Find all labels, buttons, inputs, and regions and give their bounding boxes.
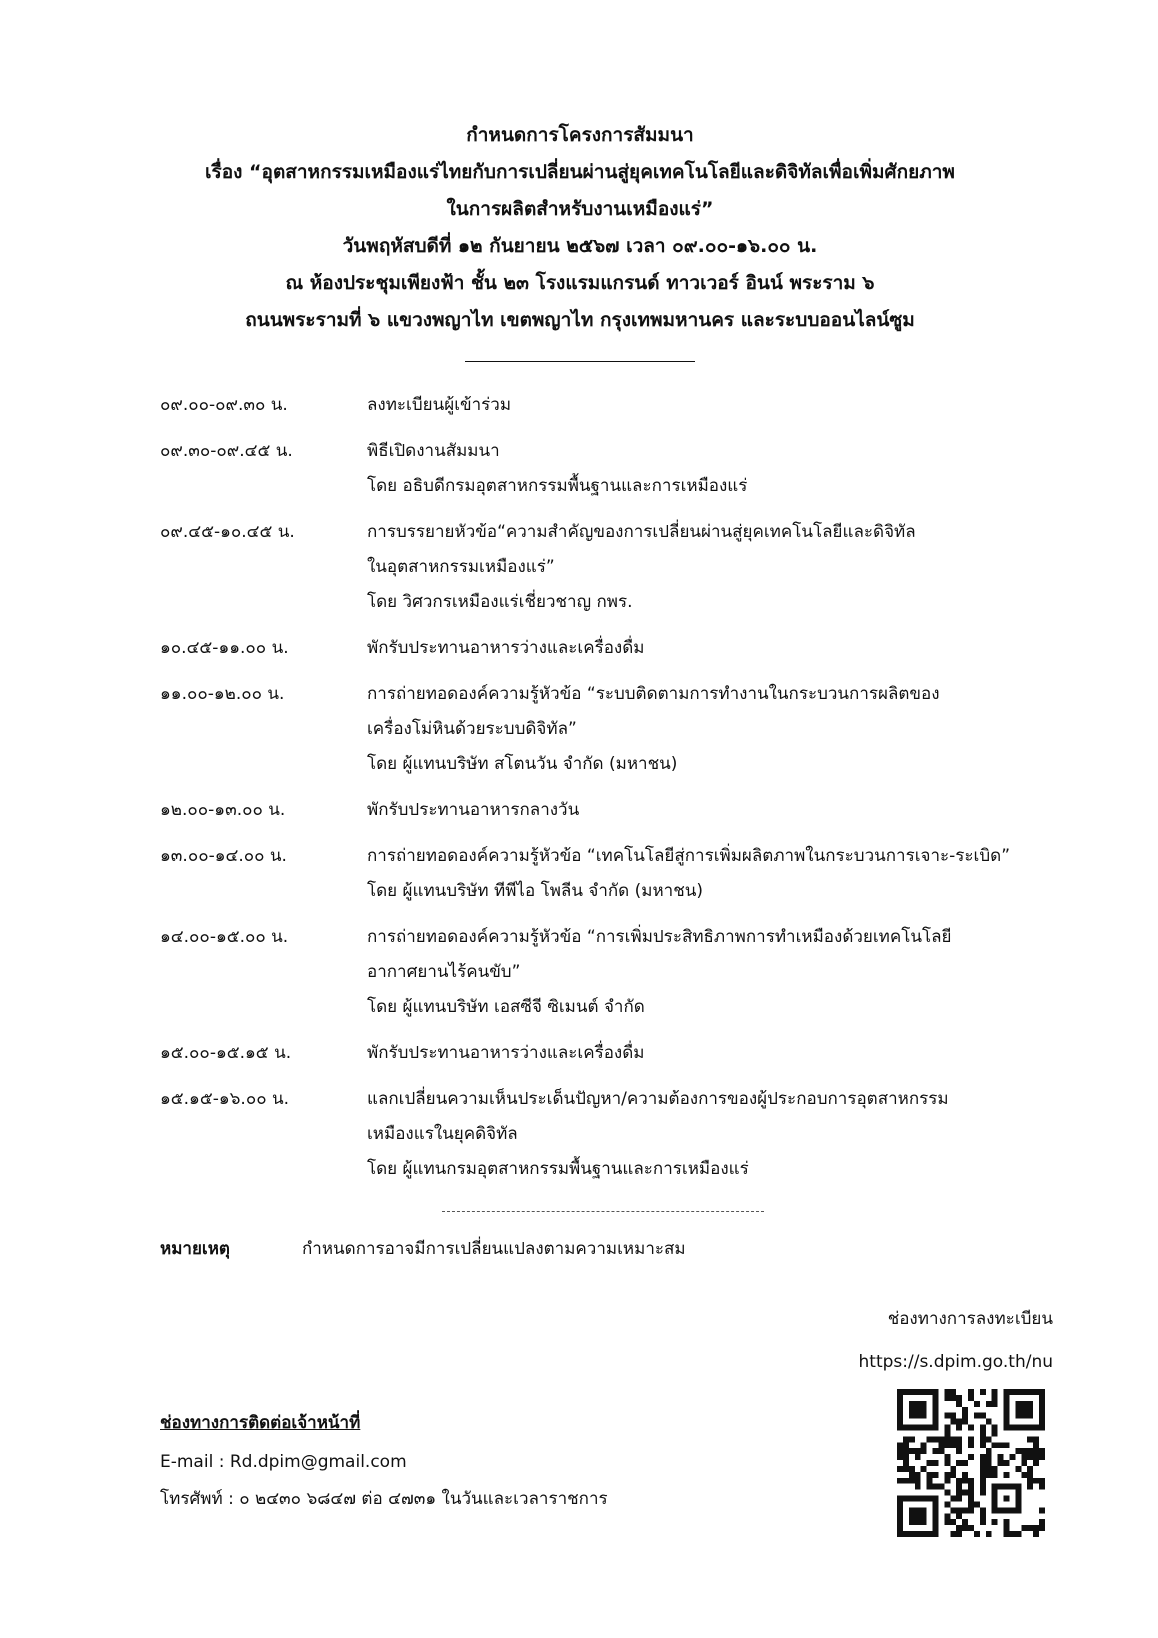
agenda-time: ๐๙.๔๕-๑๐.๔๕ น.: [160, 522, 295, 542]
agenda-detail: [367, 434, 1057, 504]
agenda-item-3: [160, 515, 1060, 620]
title-divider: [465, 361, 695, 362]
agenda-speaker-line: โดย วิศวกรเหมืองแร่เชี่ยวชาญ กพร.: [367, 592, 633, 612]
header-line-3: ในการผลิตสำหรับงานเหมืองแร่”: [446, 198, 714, 220]
agenda-speaker-line: โดย อธิบดีกรมอุตสาหกรรมพื้นฐานและการเหมืองแร่: [367, 476, 748, 496]
agenda-item-10: [160, 1082, 1060, 1187]
agenda-speaker-line: โดย ผู้แทนบริษัท เอสซีจี ซิเมนต์ จำกัด: [367, 997, 645, 1017]
agenda-detail: [367, 677, 1057, 782]
agenda-detail-line: อากาศยานไร้คนขับ”: [367, 962, 521, 982]
agenda-item-5: [160, 677, 1060, 782]
agenda-detail-line: พิธีเปิดงานสัมมนา: [367, 441, 500, 461]
agenda-item-7: [160, 839, 1060, 909]
registration-link[interactable]: https://s.dpim.go.th/nu: [858, 1352, 1053, 1372]
remark-text: กำหนดการอาจมีการเปลี่ยนแปลงตามความเหมาะสม: [302, 1239, 686, 1259]
agenda-detail-line: พักรับประทานอาหารว่างและเครื่องดื่ม: [367, 638, 645, 658]
agenda-detail: [367, 388, 1057, 423]
header-line-1: กำหนดการโครงการสัมมนา: [466, 124, 694, 146]
agenda-speaker-line: โดย ผู้แทนกรมอุตสาหกรรมพื้นฐานและการเหมืองแร่: [367, 1159, 749, 1179]
agenda-detail: [367, 515, 1057, 620]
agenda-time: ๑๔.๐๐-๑๕.๐๐ น.: [160, 927, 289, 947]
agenda-detail: [367, 839, 1057, 909]
header-venue-line: ณ ห้องประชุมเพียงฟ้า ชั้น ๒๓ โรงแรมแกรนด์ ทาวเวอร์ อินน์ พระราม ๖: [285, 272, 875, 294]
agenda-detail-line: ลงทะเบียนผู้เข้าร่วม: [367, 395, 512, 415]
agenda-item-4: [160, 631, 1060, 666]
agenda-detail-line: การถ่ายทอดองค์ความรู้หัวข้อ “ระบบติดตามการทำงานในกระบวนการผลิตของ: [367, 684, 940, 704]
qr-code-icon[interactable]: [897, 1389, 1045, 1537]
document-header: [120, 117, 1040, 362]
agenda-detail-line: เครื่องโม่หินด้วยระบบดิจิทัล”: [367, 719, 577, 739]
agenda-detail: [367, 793, 1057, 828]
agenda-time: ๐๙.๓๐-๐๙.๔๕ น.: [160, 441, 293, 461]
agenda-item-6: [160, 793, 1060, 828]
agenda-detail-line: พักรับประทานอาหารว่างและเครื่องดื่ม: [367, 1043, 645, 1063]
agenda-detail-line: พักรับประทานอาหารกลางวัน: [367, 800, 580, 820]
agenda-detail-line: แลกเปลี่ยนความเห็นประเด็นปัญหา/ความต้องการของผู้ประกอบการอุตสาหกรรม: [367, 1089, 949, 1109]
agenda-item-2: [160, 434, 1060, 504]
agenda-time: ๑๑.๐๐-๑๒.๐๐ น.: [160, 684, 285, 704]
agenda-speaker-line: โดย ผู้แทนบริษัท ทีพีไอ โพลีน จำกัด (มหาชน): [367, 881, 703, 901]
agenda-detail-line: การถ่ายทอดองค์ความรู้หัวข้อ “การเพิ่มประสิทธิภาพการทำเหมืองด้วยเทคโนโลยี: [367, 927, 952, 947]
remark: [160, 1234, 686, 1264]
agenda-item-8: [160, 920, 1060, 1025]
contact-phone: โทรศัพท์ : ๐ ๒๔๓๐ ๖๘๔๗ ต่อ ๔๗๓๑ ในวันและเวลาราชการ: [160, 1489, 608, 1509]
agenda-detail: [367, 1082, 1057, 1187]
agenda-time: ๑๒.๐๐-๑๓.๐๐ น.: [160, 800, 286, 820]
agenda-time: ๑๕.๑๕-๑๖.๐๐ น.: [160, 1089, 290, 1109]
agenda-detail-line: การถ่ายทอดองค์ความรู้หัวข้อ “เทคโนโลยีสู่การเพิ่มผลิตภาพในกระบวนการเจาะ-ระเบิด”: [367, 846, 1010, 866]
agenda-time: ๐๙.๐๐-๐๙.๓๐ น.: [160, 395, 288, 415]
agenda-end-divider: [442, 1211, 764, 1212]
header-line-2: เรื่อง “อุตสาหกรรมเหมืองแร่ไทยกับการเปลี่ยนผ่านสู่ยุคเทคโนโลยีและดิจิทัลเพื่อเพิ่มศักยภาพ: [205, 161, 955, 183]
agenda-speaker-line: โดย ผู้แทนบริษัท สโตนวัน จำกัด (มหาชน): [367, 754, 678, 774]
header-date-line: วันพฤหัสบดีที่ ๑๒ กันยายน ๒๕๖๗ เวลา ๐๙.๐๐-๑๖.๐๐ น.: [342, 235, 818, 257]
agenda-item-1: [160, 388, 1060, 423]
registration-label: ช่องทางการลงทะเบียน: [887, 1309, 1053, 1329]
contact-email: E-mail : Rd.dpim@gmail.com: [160, 1452, 407, 1472]
agenda-detail: [367, 631, 1057, 666]
agenda-time: ๑๓.๐๐-๑๔.๐๐ น.: [160, 846, 287, 866]
agenda-time: ๑๐.๔๕-๑๑.๐๐ น.: [160, 638, 289, 658]
agenda-list: [160, 388, 1060, 1198]
agenda-item-9: [160, 1036, 1060, 1071]
agenda-detail: [367, 920, 1057, 1025]
agenda-detail: [367, 1036, 1057, 1071]
agenda-detail-line: เหมืองแรในยุคดิจิทัล: [367, 1124, 518, 1144]
header-address-line: ถนนพระรามที่ ๖ แขวงพญาไท เขตพญาไท กรุงเทพมหานคร และระบบออนไลน์ซูม: [245, 309, 915, 331]
contact-info: [160, 1405, 608, 1518]
agenda-detail-line: การบรรยายหัวข้อ“ความสำคัญของการเปลี่ยนผ่านสู่ยุคเทคโนโลยีและดิจิทัล: [367, 522, 916, 542]
remark-label: หมายเหตุ: [160, 1239, 230, 1259]
agenda-detail-line: ในอุตสาหกรรมเหมืองแร่”: [367, 557, 555, 577]
agenda-time: ๑๕.๐๐-๑๕.๑๕ น.: [160, 1043, 292, 1063]
registration-info: [859, 1298, 1053, 1384]
contact-heading: ช่องทางการติดต่อเจ้าหน้าที่: [160, 1413, 361, 1433]
